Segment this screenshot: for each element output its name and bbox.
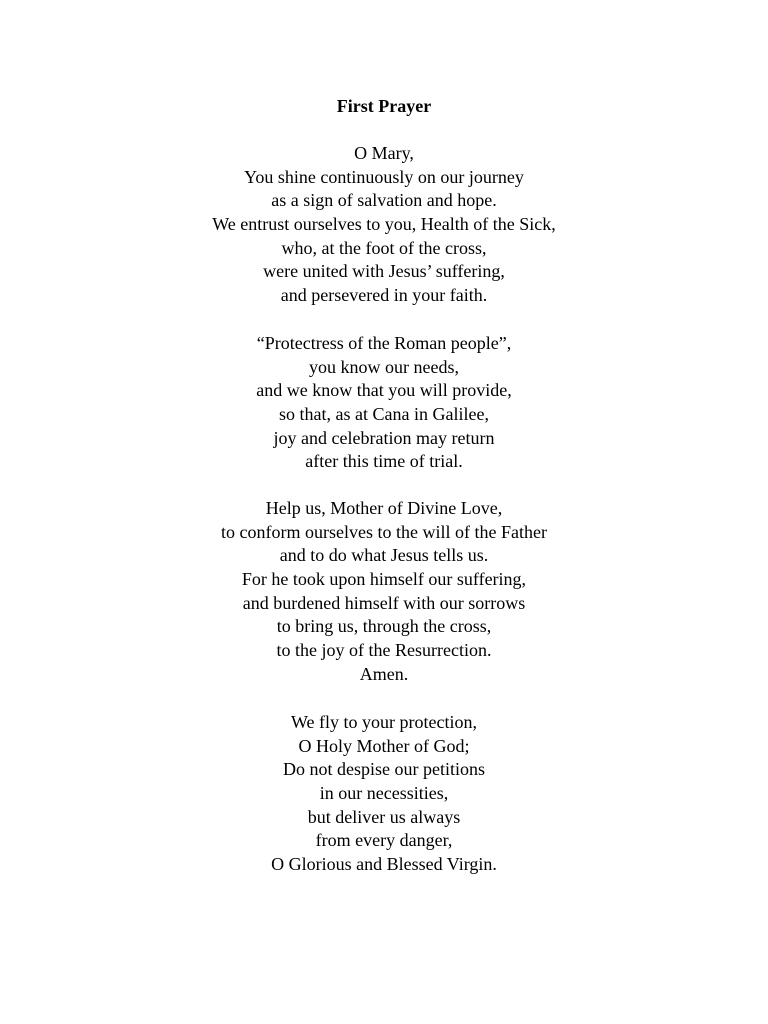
prayer-line: who, at the foot of the cross, xyxy=(281,237,487,258)
prayer-line: O Holy Mother of God; xyxy=(298,735,470,756)
prayer-line: O Glorious and Blessed Virgin. xyxy=(271,854,497,875)
prayer-line: and burdened himself with our sorrows xyxy=(242,592,526,613)
prayer-stanza-2 xyxy=(0,332,768,474)
prayer-line: “Protectress of the Roman people”, xyxy=(256,333,512,353)
prayer-line: after this time of trial. xyxy=(305,451,463,472)
prayer-line: in our necessities, xyxy=(319,783,449,804)
prayer-line: to conform ourselves to the will of the Father xyxy=(221,521,547,542)
prayer-stanza-1 xyxy=(0,142,768,308)
prayer-line: We fly to your protection, xyxy=(290,712,477,732)
prayer-line: but deliver us always xyxy=(307,806,461,827)
prayer-stanza-3 xyxy=(0,497,768,687)
prayer-line: and to do what Jesus tells us. xyxy=(279,545,489,566)
prayer-line: so that, as at Cana in Galilee, xyxy=(279,404,489,425)
prayer-line: You shine continuously on our journey xyxy=(244,166,524,187)
prayer-line: as a sign of salvation and hope. xyxy=(271,190,497,211)
prayer-line: For he took upon himself our suffering, xyxy=(241,569,527,590)
prayer-stanza-4 xyxy=(0,711,768,877)
prayer-line: We entrust ourselves to you, Health of the Sick, xyxy=(212,214,556,235)
page-title: First Prayer xyxy=(336,96,432,116)
prayer-line: joy and celebration may return xyxy=(273,427,495,448)
prayer-line: to the joy of the Resurrection. xyxy=(276,640,492,661)
prayer-line: O Mary, xyxy=(354,143,414,163)
prayer-line: Amen. xyxy=(359,663,409,684)
prayer-line: to bring us, through the cross, xyxy=(276,616,492,637)
prayer-line: and we know that you will provide, xyxy=(256,380,512,401)
prayer-line: Do not despise our petitions xyxy=(283,759,485,780)
prayer-line: you know our needs, xyxy=(309,356,459,377)
prayer-line: were united with Jesus’ suffering, xyxy=(263,261,505,282)
prayer-line: and persevered in your faith. xyxy=(280,285,488,306)
prayer-line: Help us, Mother of Divine Love, xyxy=(265,498,503,518)
prayer-line: from every danger, xyxy=(315,830,453,851)
